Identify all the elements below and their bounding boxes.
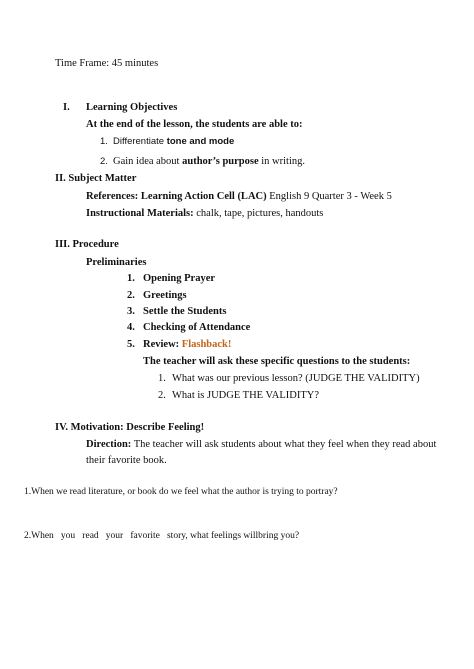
review-question-text: What was our previous lesson? (JUDGE THE VALIDITY) <box>172 373 420 384</box>
procedure-step-num: 2. <box>127 290 135 301</box>
procedure-step-5 <box>127 338 232 351</box>
objectives-intro: At the end of the lesson, the students are able to: <box>86 119 303 130</box>
references-label: References: Learning Action Cell (LAC) <box>86 191 267 202</box>
objectives-number: I. <box>63 102 70 113</box>
review-question-1 <box>158 372 420 385</box>
procedure-step-num: 1. <box>127 273 135 284</box>
motivation-heading: IV. Motivation: Describe Feeling! <box>55 422 205 433</box>
discussion-question-1: 1.When we read literature, or book do we feel what the author is trying to portray? <box>24 487 338 497</box>
references-line <box>86 190 392 203</box>
procedure-step-1 <box>127 272 216 285</box>
procedure-heading: III. Procedure <box>55 239 119 250</box>
procedure-step-label: Checking of Attendance <box>143 322 251 333</box>
objective-item-num: 1. <box>100 136 108 147</box>
review-question-2 <box>158 389 319 402</box>
procedure-step-2 <box>127 289 187 302</box>
materials-label: Instructional Materials: <box>86 208 194 219</box>
direction-line <box>86 438 436 451</box>
review-intro: The teacher will ask these specific questions to the students: <box>143 356 411 367</box>
objectives-heading <box>63 101 178 114</box>
materials-value: chalk, tape, pictures, handouts <box>193 208 324 219</box>
direction-label: Direction: <box>86 439 132 450</box>
objective-item-num: 2. <box>100 156 108 167</box>
review-question-num: 2. <box>158 390 166 401</box>
procedure-step-4 <box>127 321 251 334</box>
direction-text: The teacher will ask students about what they feel when they read about <box>131 439 437 450</box>
review-question-num: 1. <box>158 373 166 384</box>
objective-item-text: Gain idea about <box>113 156 183 167</box>
procedure-step-label: Review: <box>143 339 180 350</box>
objective-item-1 <box>100 135 235 148</box>
time-frame: Time Frame: 45 minutes <box>55 58 159 69</box>
discussion-question-2: 2.When you read your favorite story, what feelings willbring you? <box>24 531 300 541</box>
objective-item-text: Differentiate <box>113 136 167 147</box>
objectives-title: Learning Objectives <box>86 102 178 113</box>
objective-item-2: 2. Gain idea about author’s purpose in writing. <box>100 156 306 167</box>
procedure-step-3 <box>127 305 227 318</box>
references-value: English 9 Quarter 3 - Week 5 <box>266 191 392 202</box>
procedure-step-num: 4. <box>127 322 135 333</box>
procedure-step-num: 3. <box>127 306 135 317</box>
procedure-step-label: Opening Prayer <box>143 273 216 284</box>
review-highlight: Flashback! <box>181 339 232 350</box>
procedure-step-label: Settle the Students <box>143 306 227 317</box>
direction-line-2: their favorite book. <box>86 455 167 466</box>
procedure-step-label: Greetings <box>143 290 187 301</box>
materials-line <box>86 207 323 220</box>
preliminaries-heading: Preliminaries <box>86 257 147 268</box>
subject-matter-heading: II. Subject Matter <box>55 173 137 184</box>
review-question-text: What is JUDGE THE VALIDITY? <box>172 390 319 401</box>
objective-item-bold: author’s purpose <box>182 156 259 167</box>
procedure-step-num: 5. <box>127 339 135 350</box>
objective-item-bold: tone and mode <box>166 136 235 147</box>
